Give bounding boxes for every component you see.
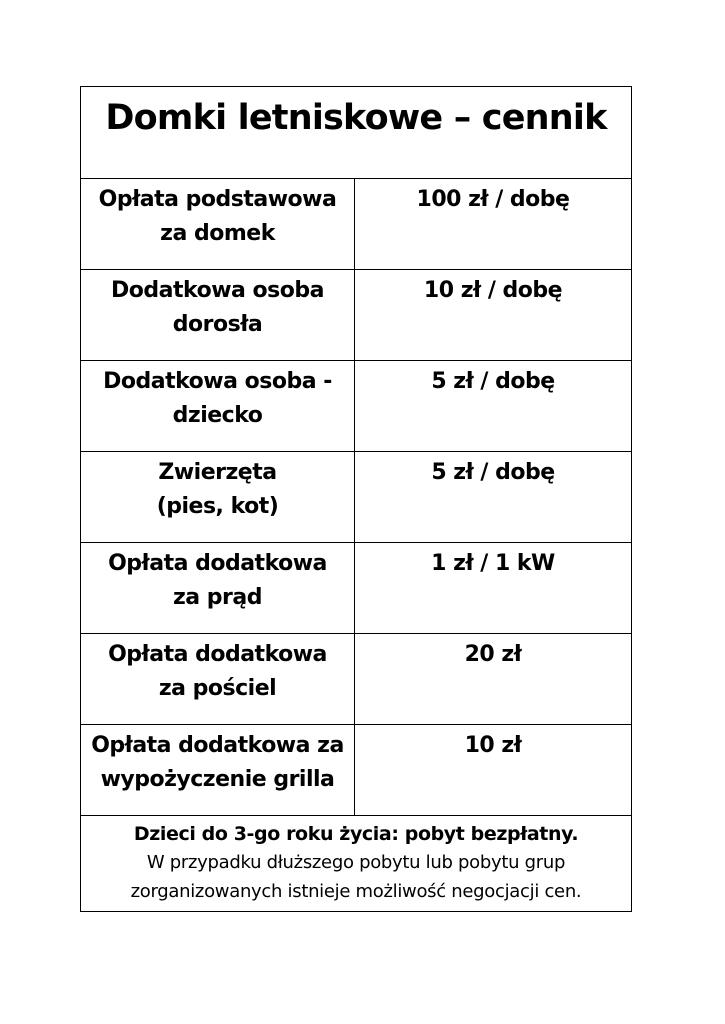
- footer-row: [81, 816, 632, 912]
- negotiation-note-line-1: W przypadku dłuższego pobytu lub pobytu grup: [146, 852, 566, 873]
- table-row: [81, 179, 632, 270]
- label-cell: [81, 270, 355, 361]
- label-cell: [81, 452, 355, 543]
- label-cell: [81, 634, 355, 725]
- label-cell: [81, 361, 355, 452]
- title-row: [81, 87, 632, 179]
- page-title: Domki letniskowe – cennik: [105, 98, 607, 138]
- title-cell: [81, 87, 632, 179]
- value-cell: [355, 452, 632, 543]
- value-cell: [355, 270, 632, 361]
- row-label: Opłata dodatkowa za prąd: [108, 551, 327, 610]
- price-list-table: [80, 86, 632, 912]
- row-value: 20 zł: [464, 642, 522, 667]
- table-row: [81, 543, 632, 634]
- row-label: Zwierzęta (pies, kot): [156, 460, 279, 519]
- row-value: 10 zł: [464, 733, 522, 758]
- row-value: 100 zł / dobę: [416, 187, 570, 212]
- row-label: Opłata dodatkowa za wypożyczenie grilla: [91, 733, 344, 792]
- label-cell: [81, 725, 355, 816]
- table-row: [81, 270, 632, 361]
- row-value: 1 zł / 1 kW: [431, 551, 555, 576]
- value-cell: [355, 543, 632, 634]
- label-cell: [81, 543, 355, 634]
- value-cell: [355, 634, 632, 725]
- value-cell: [355, 179, 632, 270]
- table-row: [81, 452, 632, 543]
- table-row: [81, 634, 632, 725]
- table-row: [81, 725, 632, 816]
- free-stay-note: Dzieci do 3-go roku życia: pobyt bezpłatny.: [133, 823, 579, 845]
- row-value: 5 zł / dobę: [431, 369, 555, 394]
- row-label: Dodatkowa osoba dorosła: [111, 278, 324, 337]
- negotiation-note-line-2: zorganizowanych istnieje możliwość negocjacji cen.: [130, 881, 582, 902]
- row-value: 10 zł / dobę: [423, 278, 563, 303]
- value-cell: [355, 725, 632, 816]
- row-label: Opłata dodatkowa za pościel: [108, 642, 327, 701]
- row-label: Opłata podstawowa za domek: [98, 187, 337, 246]
- table-row: [81, 361, 632, 452]
- row-value: 5 zł / dobę: [431, 460, 555, 485]
- footer-cell: [81, 816, 632, 912]
- label-cell: [81, 179, 355, 270]
- row-label: Dodatkowa osoba - dziecko: [103, 369, 332, 428]
- value-cell: [355, 361, 632, 452]
